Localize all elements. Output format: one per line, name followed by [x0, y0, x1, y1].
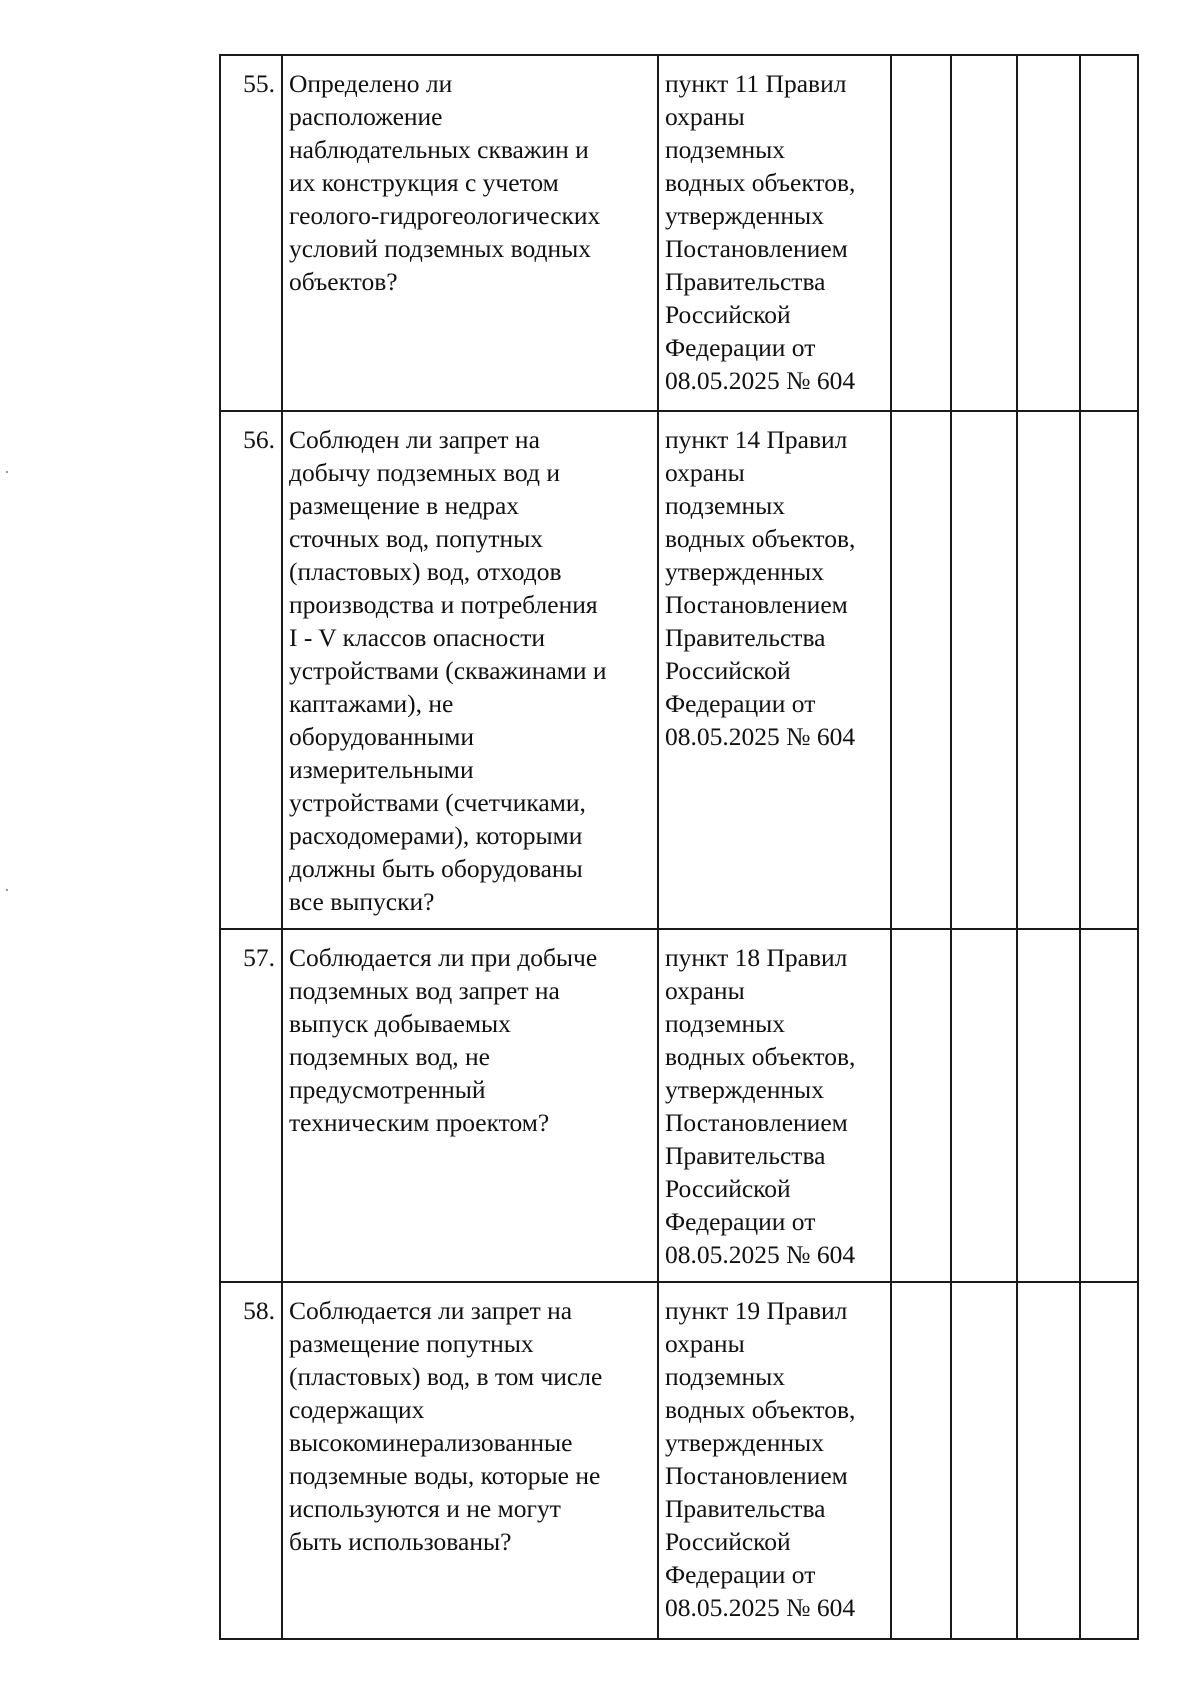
- answer-cell-no: [951, 55, 1017, 411]
- row-number: 58.: [220, 1282, 282, 1639]
- row-number: 55.: [220, 55, 282, 411]
- answer-cell-not-applicable: [1017, 1282, 1080, 1639]
- notes-cell: [1080, 929, 1138, 1282]
- row-number: 56.: [220, 411, 282, 929]
- row-number: 57.: [220, 929, 282, 1282]
- table-row: [220, 55, 1138, 411]
- scan-artifact-dot: [6, 471, 8, 473]
- notes-cell: [1080, 55, 1138, 411]
- checklist-table: [219, 54, 1139, 1640]
- table-row: [220, 1282, 1138, 1639]
- legal-reference: пункт 14 Правил охраны подземных водных объектов, утвержденных Постановлением Правительства Российской Федерации от 08.05.2025 № 604: [658, 411, 891, 929]
- scan-artifact-dot: [6, 889, 8, 891]
- question-text: Определено ли расположение наблюдательных скважин и их конструкция с учетом геолого-гидрогеологических условий подземных водных объектов?: [282, 55, 658, 411]
- answer-cell-yes: [891, 1282, 951, 1639]
- answer-cell-yes: [891, 929, 951, 1282]
- question-text: Соблюдается ли запрет на размещение попутных (пластовых) вод, в том числе содержащих высокоминерализованные подземные воды, которые не используются и не могут быть использованы?: [282, 1282, 658, 1639]
- answer-cell-no: [951, 1282, 1017, 1639]
- answer-cell-not-applicable: [1017, 929, 1080, 1282]
- legal-reference: пункт 19 Правил охраны подземных водных объектов, утвержденных Постановлением Правительства Российской Федерации от 08.05.2025 № 604: [658, 1282, 891, 1639]
- answer-cell-not-applicable: [1017, 411, 1080, 929]
- table-row: [220, 929, 1138, 1282]
- notes-cell: [1080, 1282, 1138, 1639]
- legal-reference: пункт 11 Правил охраны подземных водных объектов, утвержденных Постановлением Правительства Российской Федерации от 08.05.2025 № 604: [658, 55, 891, 411]
- answer-cell-no: [951, 411, 1017, 929]
- notes-cell: [1080, 411, 1138, 929]
- legal-reference: пункт 18 Правил охраны подземных водных объектов, утвержденных Постановлением Правительства Российской Федерации от 08.05.2025 № 604: [658, 929, 891, 1282]
- answer-cell-not-applicable: [1017, 55, 1080, 411]
- answer-cell-yes: [891, 411, 951, 929]
- question-text: Соблюден ли запрет на добычу подземных вод и размещение в недрах сточных вод, попутных (пластовых) вод, отходов производства и потребления I - V классов опасности устройствами (скважинами и каптажами), не оборудованными измерительными устройствами (счетчиками, расходомерами), которыми должны быть оборудованы все выпуски?: [282, 411, 658, 929]
- answer-cell-yes: [891, 55, 951, 411]
- question-text: Соблюдается ли при добыче подземных вод запрет на выпуск добываемых подземных вод, не предусмотренный техническим проектом?: [282, 929, 658, 1282]
- answer-cell-no: [951, 929, 1017, 1282]
- table-row: [220, 411, 1138, 929]
